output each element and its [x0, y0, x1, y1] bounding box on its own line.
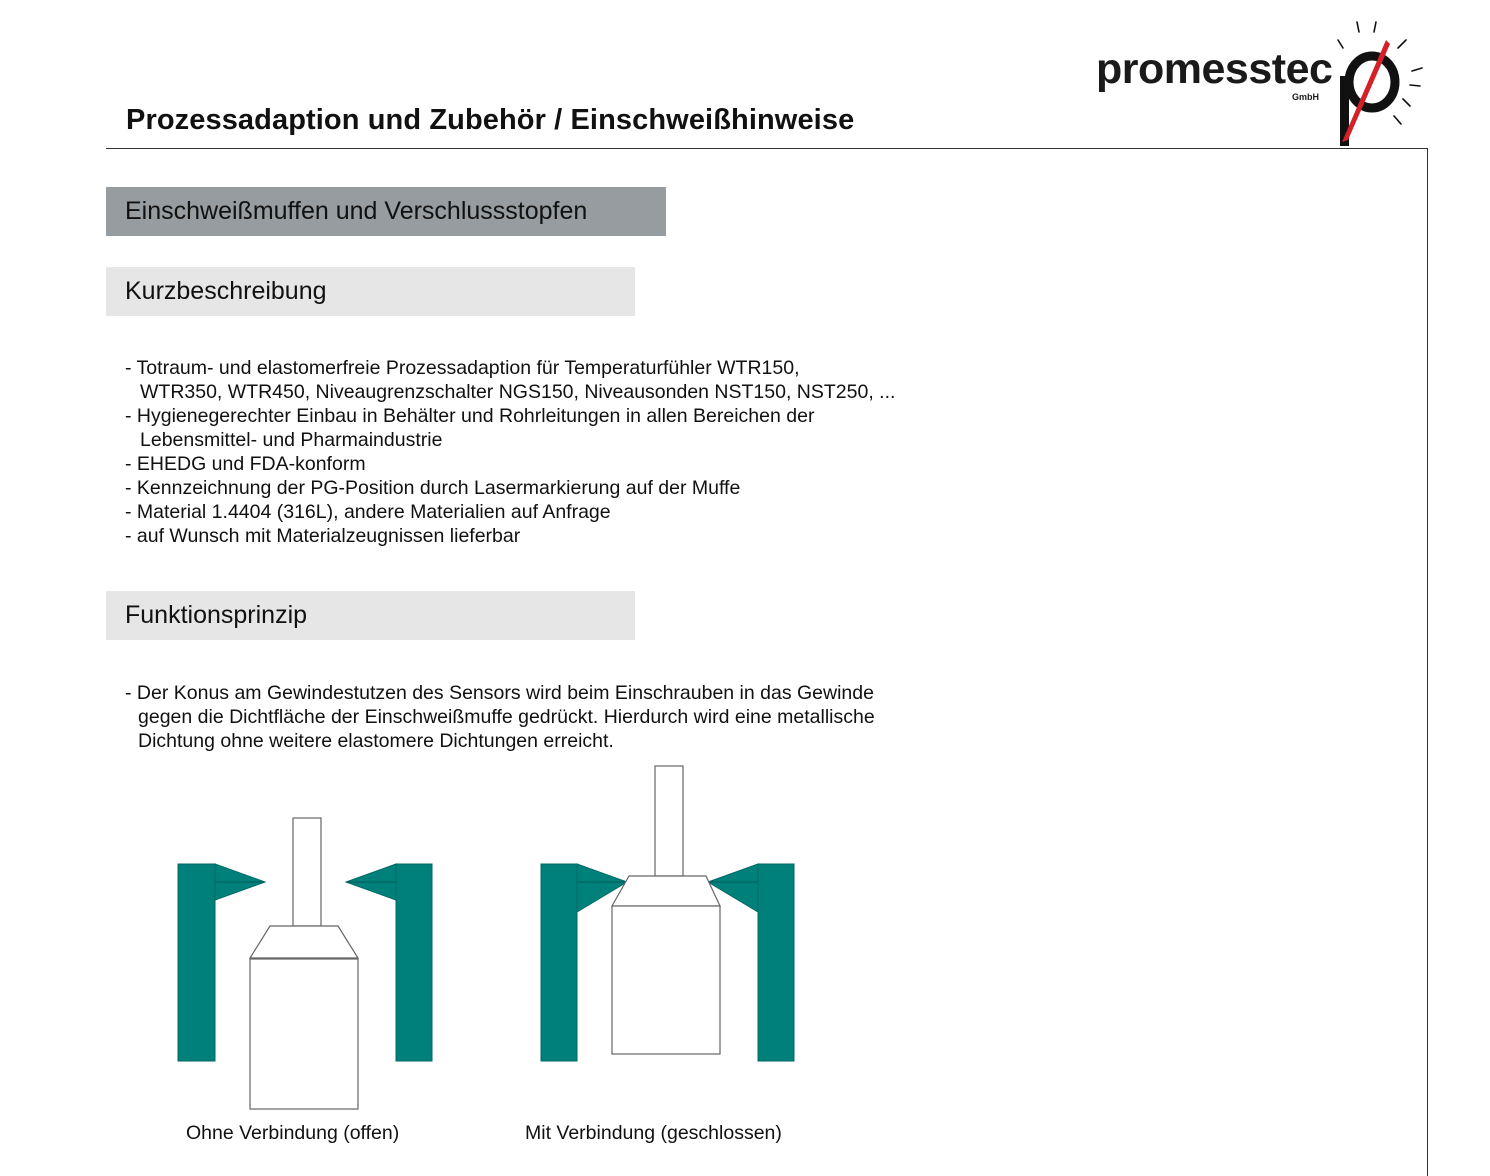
- funktionsprinzip-text: [125, 681, 875, 753]
- sensor-stem: [293, 818, 321, 926]
- list-item: - Hygienegerechter Einbau in Behälter und Rohrleitungen in allen Bereichen der: [125, 405, 815, 427]
- sealing-diagram: [160, 760, 840, 1120]
- diagram-open: [178, 818, 432, 1109]
- list-item-continuation: WTR350, WTR450, Niveaugrenzschalter NGS150, Niveausonden NST150, NST250, ...: [140, 381, 896, 403]
- page-title: Prozessadaption und Zubehör / Einschweißhinweise: [126, 104, 855, 136]
- kurzbeschreibung-list: [125, 356, 895, 548]
- paragraph-line: gegen die Dichtfläche der Einschweißmuffe gedrückt. Hierdurch wird eine metallische: [138, 706, 875, 728]
- sensor-cone: [612, 876, 720, 906]
- list-item: - Totraum- und elastomerfreie Prozessadaption für Temperaturfühler WTR150,: [125, 357, 800, 379]
- sensor-body: [250, 959, 358, 1109]
- list-item: - Kennzeichnung der PG-Position durch Lasermarkierung auf der Muffe: [125, 477, 741, 499]
- sensor-stem: [655, 766, 683, 876]
- page-border-right: [1427, 148, 1428, 1176]
- sensor-body: [612, 906, 720, 1054]
- list-item: - Material 1.4404 (316L), andere Materialien auf Anfrage: [125, 501, 611, 523]
- paragraph-line: - Der Konus am Gewindestutzen des Sensors wird beim Einschrauben in das Gewinde: [125, 682, 874, 704]
- section-heading-funktionsprinzip: Funktionsprinzip: [106, 591, 635, 640]
- socket-wall-left: [541, 864, 577, 1061]
- gauge-icon: [1328, 16, 1436, 148]
- caption-closed: Mit Verbindung (geschlossen): [525, 1122, 782, 1144]
- paragraph-line: Dichtung ohne weitere elastomere Dichtungen erreicht.: [138, 730, 614, 752]
- company-logo: [1096, 16, 1436, 148]
- logo-wordmark: promesstec: [1096, 45, 1333, 93]
- socket-wall-left: [178, 864, 215, 1061]
- section-heading-main: Einschweißmuffen und Verschlussstopfen: [106, 187, 666, 236]
- diagram-closed: [541, 766, 794, 1061]
- sensor-cone: [250, 926, 358, 958]
- header-rule: [106, 148, 1428, 149]
- logo-gmbh: GmbH: [1292, 92, 1319, 102]
- socket-wall-right: [396, 864, 432, 1061]
- section-heading-kurzbeschreibung: Kurzbeschreibung: [106, 267, 635, 316]
- list-item: - auf Wunsch mit Materialzeugnissen lieferbar: [125, 525, 521, 547]
- list-item-continuation: Lebensmittel- und Pharmaindustrie: [140, 429, 443, 451]
- list-item: - EHEDG und FDA-konform: [125, 453, 366, 475]
- socket-wall-right: [758, 864, 794, 1061]
- caption-open: Ohne Verbindung (offen): [186, 1122, 400, 1144]
